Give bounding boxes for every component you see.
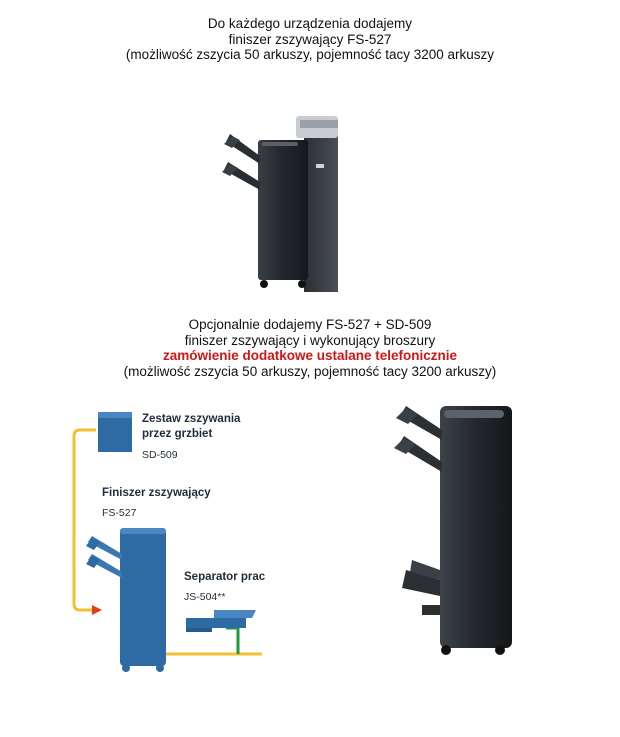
fs527-module [120,528,166,666]
fs527-code: FS-527 [102,507,137,519]
sd509-label-1: Zestaw zszywania [142,413,241,425]
section2-line2: finiszer zszywający i wykonujący broszury [184,332,436,348]
diagram-yellow-line [74,430,96,610]
section2-caption [0,317,620,379]
section1-line3: (możliwość zszycia 50 arkuszy, pojemność tacy 3200 arkuszy [125,47,495,62]
section1-line2: finiszer zszywający FS-527 [228,31,392,47]
finisher-sd509-photo [392,400,522,660]
finisher-fs527-photo [218,112,338,292]
section2-line1: Opcjonalnie dodajemy FS-527 + SD-509 [188,317,432,332]
js504-label: Separator prac [184,571,266,583]
js504-module [186,618,246,628]
options-diagram [64,404,274,679]
section1-caption [0,16,620,63]
sd509-code: SD-509 [142,449,178,461]
fs527-label: Finiszer zszywający [102,487,211,499]
section1-line1: Do każdego urządzenia dodajemy [207,16,413,31]
diagram-arrow [92,605,102,615]
section2-line3-red: zamówienie dodatkowe ustalane telefonicznie [162,348,458,363]
sd509-label-2: przez grzbiet [142,428,213,440]
js504-code: JS-504** [184,591,226,603]
section2-line4: (możliwość zszycia 50 arkuszy, pojemność tacy 3200 arkuszy) [123,363,497,379]
